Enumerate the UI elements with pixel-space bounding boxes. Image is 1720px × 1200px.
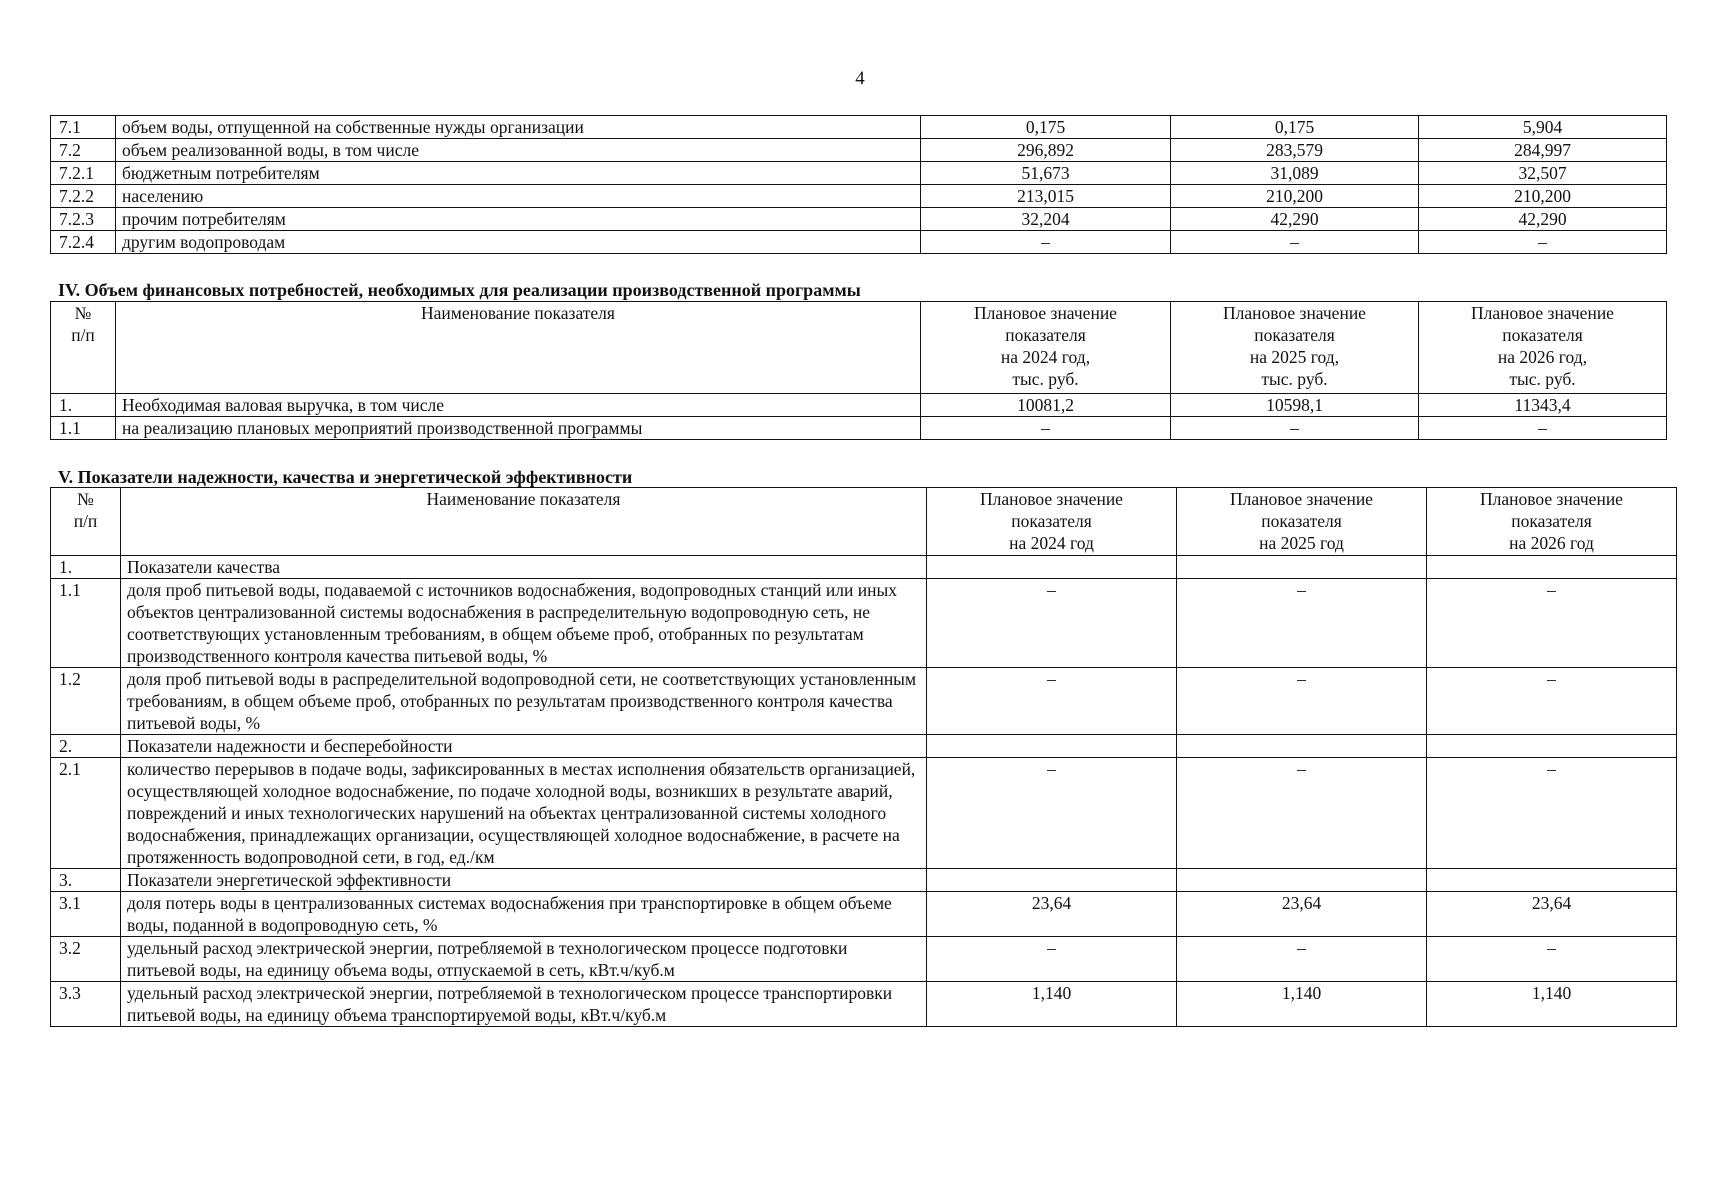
value-2025: 31,089 xyxy=(1171,162,1419,185)
value-2025: – xyxy=(1177,758,1427,869)
value-2026: 42,290 xyxy=(1419,208,1667,231)
value-2024: – xyxy=(927,937,1177,982)
section-4-title: IV. Объем финансовых потребностей, необходимых для реализации производственной программы xyxy=(58,280,861,300)
value-2025: 210,200 xyxy=(1171,185,1419,208)
row-number: 7.1 xyxy=(51,116,116,139)
value-2025: 283,579 xyxy=(1171,139,1419,162)
row-number: 7.2.1 xyxy=(51,162,116,185)
value-2026 xyxy=(1427,556,1677,579)
value-2025: – xyxy=(1177,937,1427,982)
value-2024: 51,673 xyxy=(921,162,1171,185)
value-2026: – xyxy=(1427,579,1677,668)
value-2026: 32,507 xyxy=(1419,162,1667,185)
indicator-name: объем воды, отпущенной на собственные нужды организации xyxy=(116,116,921,139)
row-number: 1.1 xyxy=(51,417,116,440)
table-row xyxy=(51,185,1667,208)
table-row xyxy=(51,394,1667,417)
row-number: 3.1 xyxy=(51,892,121,937)
row-number: 7.2.2 xyxy=(51,185,116,208)
table-row xyxy=(51,982,1677,1027)
row-number: 3.3 xyxy=(51,982,121,1027)
value-2026: – xyxy=(1427,668,1677,735)
indicator-name: удельный расход электрической энергии, потребляемой в технологическом процессе транспортировки питьевой воды, на единицу объема транспортируемой воды, кВт.ч/куб.м xyxy=(121,982,927,1027)
value-2025: – xyxy=(1177,579,1427,668)
indicator-name: бюджетным потребителям xyxy=(116,162,921,185)
header-name: Наименование показателя xyxy=(121,488,927,556)
value-2026 xyxy=(1427,869,1677,892)
value-2024: 213,015 xyxy=(921,185,1171,208)
table-row xyxy=(51,556,1677,579)
value-2026: 11343,4 xyxy=(1419,394,1667,417)
value-2025: 1,140 xyxy=(1177,982,1427,1027)
value-2024: – xyxy=(921,417,1171,440)
value-2025: 0,175 xyxy=(1171,116,1419,139)
header-2025: Плановое значение показателя на 2025 год, тыс. руб. xyxy=(1171,302,1419,394)
header-num: № п/п xyxy=(51,488,121,556)
value-2024 xyxy=(927,869,1177,892)
table-header-row xyxy=(51,302,1667,394)
indicator-name: доля проб питьевой воды в распределительной водопроводной сети, не соответствующих установленным требованиям, в общем объеме проб, отобранных по результатам производственного контроля качества питьевой воды, % xyxy=(121,668,927,735)
value-2025 xyxy=(1177,556,1427,579)
row-number: 1. xyxy=(51,556,121,579)
indicator-name: Показатели качества xyxy=(121,556,927,579)
table-row xyxy=(51,758,1677,869)
page-number: 4 xyxy=(855,68,865,89)
table-row xyxy=(51,208,1667,231)
indicator-name: удельный расход электрической энергии, потребляемой в технологическом процессе подготовки питьевой воды, на единицу объема воды, отпускаемой в сеть, кВт.ч/куб.м xyxy=(121,937,927,982)
value-2025 xyxy=(1177,869,1427,892)
table-row xyxy=(51,162,1667,185)
row-number: 3.2 xyxy=(51,937,121,982)
header-2026: Плановое значение показателя на 2026 год, тыс. руб. xyxy=(1419,302,1667,394)
value-2025: 23,64 xyxy=(1177,892,1427,937)
table-row xyxy=(51,892,1677,937)
indicator-name: доля проб питьевой воды, подаваемой с источников водоснабжения, водопроводных станций или иных объектов централизованной системы водоснабжения в распределительную водопроводную сеть, не соответствующих установленным требованиям, в общем объеме проб, отобранных по результатам производственного контроля качества питьевой воды, % xyxy=(121,579,927,668)
value-2024: – xyxy=(927,758,1177,869)
value-2024: – xyxy=(921,231,1171,254)
value-2026: 5,904 xyxy=(1419,116,1667,139)
row-number: 7.2.4 xyxy=(51,231,116,254)
table-row xyxy=(51,579,1677,668)
table-row xyxy=(51,231,1667,254)
header-2025: Плановое значение показателя на 2025 год xyxy=(1177,488,1427,556)
row-number: 1.2 xyxy=(51,668,121,735)
value-2025 xyxy=(1177,735,1427,758)
value-2026: – xyxy=(1427,758,1677,869)
indicator-name: объем реализованной воды, в том числе xyxy=(116,139,921,162)
value-2026: 1,140 xyxy=(1427,982,1677,1027)
indicator-name: Показатели надежности и бесперебойности xyxy=(121,735,927,758)
indicator-name: Показатели энергетической эффективности xyxy=(121,869,927,892)
table-header-row xyxy=(51,488,1677,556)
value-2026: – xyxy=(1419,231,1667,254)
row-number: 7.2.3 xyxy=(51,208,116,231)
header-2026: Плановое значение показателя на 2026 год xyxy=(1427,488,1677,556)
table-row xyxy=(51,937,1677,982)
value-2024 xyxy=(927,556,1177,579)
header-2024: Плановое значение показателя на 2024 год, тыс. руб. xyxy=(921,302,1171,394)
section-5-title: V. Показатели надежности, качества и энергетической эффективности xyxy=(58,467,633,487)
value-2024: 0,175 xyxy=(921,116,1171,139)
value-2025: – xyxy=(1171,231,1419,254)
value-2024 xyxy=(927,735,1177,758)
value-2026: – xyxy=(1427,937,1677,982)
row-number: 2.1 xyxy=(51,758,121,869)
header-num: № п/п xyxy=(51,302,116,394)
indicator-name: Необходимая валовая выручка, в том числе xyxy=(116,394,921,417)
table-row xyxy=(51,668,1677,735)
value-2024: 23,64 xyxy=(927,892,1177,937)
reliability-indicators-table xyxy=(50,487,1677,1027)
table-row xyxy=(51,139,1667,162)
value-2024: 1,140 xyxy=(927,982,1177,1027)
value-2024: – xyxy=(927,579,1177,668)
indicator-name: прочим потребителям xyxy=(116,208,921,231)
value-2026: 210,200 xyxy=(1419,185,1667,208)
indicator-name: населению xyxy=(116,185,921,208)
row-number: 3. xyxy=(51,869,121,892)
value-2026: – xyxy=(1419,417,1667,440)
table-row xyxy=(51,869,1677,892)
row-number: 1.1 xyxy=(51,579,121,668)
table-row xyxy=(51,116,1667,139)
value-2025: 42,290 xyxy=(1171,208,1419,231)
value-2024: 32,204 xyxy=(921,208,1171,231)
table-row xyxy=(51,417,1667,440)
value-2025: – xyxy=(1171,417,1419,440)
row-number: 1. xyxy=(51,394,116,417)
header-name: Наименование показателя xyxy=(116,302,921,394)
row-number: 2. xyxy=(51,735,121,758)
value-2024: 10081,2 xyxy=(921,394,1171,417)
row-number: 7.2 xyxy=(51,139,116,162)
value-2024: – xyxy=(927,668,1177,735)
financial-needs-table xyxy=(50,301,1667,440)
indicator-name: доля потерь воды в централизованных системах водоснабжения при транспортировке в общем объеме воды, поданной в водопроводную сеть, % xyxy=(121,892,927,937)
value-2026: 284,997 xyxy=(1419,139,1667,162)
value-2024: 296,892 xyxy=(921,139,1171,162)
value-2026 xyxy=(1427,735,1677,758)
value-2026: 23,64 xyxy=(1427,892,1677,937)
header-2024: Плановое значение показателя на 2024 год xyxy=(927,488,1177,556)
value-2025: 10598,1 xyxy=(1171,394,1419,417)
water-volume-table xyxy=(50,115,1667,254)
indicator-name: на реализацию плановых мероприятий производственной программы xyxy=(116,417,921,440)
value-2025: – xyxy=(1177,668,1427,735)
table-row xyxy=(51,735,1677,758)
indicator-name: другим водопроводам xyxy=(116,231,921,254)
indicator-name: количество перерывов в подаче воды, зафиксированных в местах исполнения обязательств организацией, осуществляющей холодное водоснабжение, по подаче холодной воды, возникших в результате аварий, повреждений и иных технологических нарушений на объектах централизованной системы холодного водоснабжения, принадлежащих организации, осуществляющей холодное водоснабжение, в расчете на протяженность водопроводной сети, в год, ед./км xyxy=(121,758,927,869)
